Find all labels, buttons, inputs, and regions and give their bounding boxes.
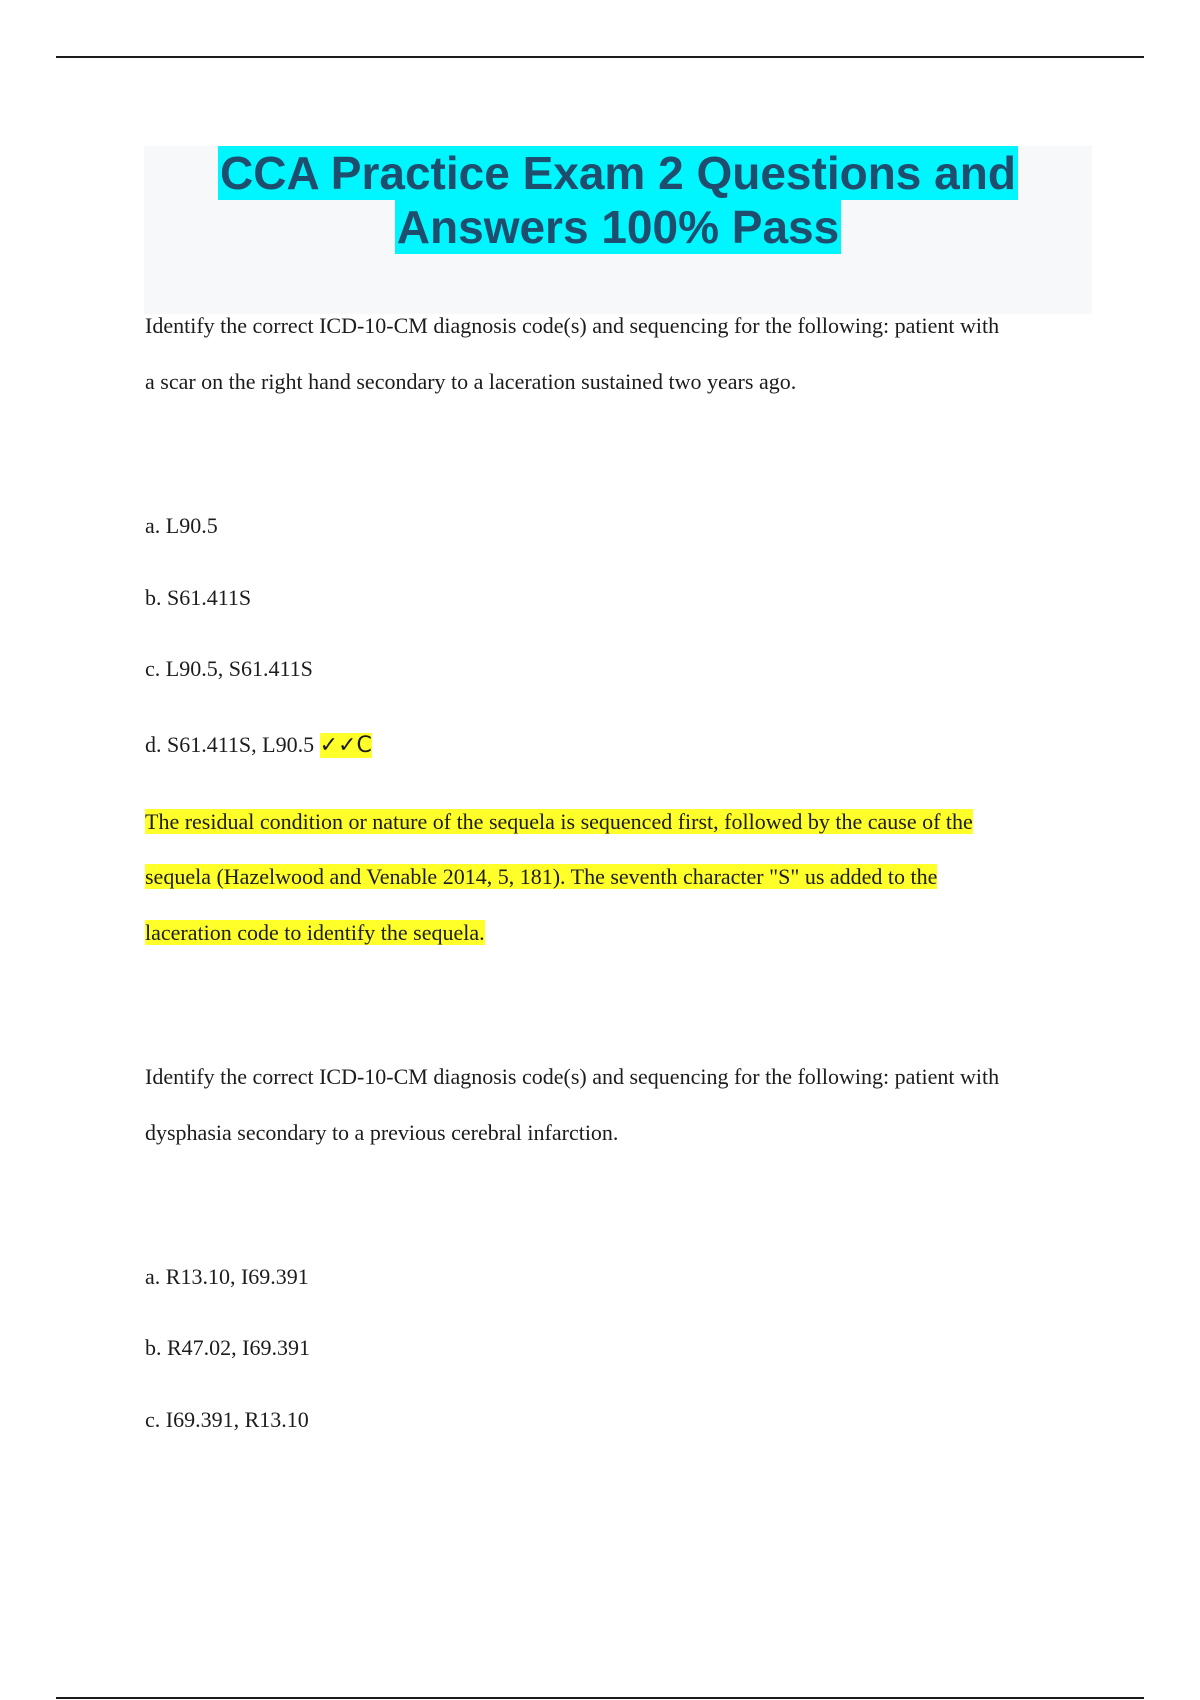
question-1-option-d xyxy=(145,730,372,761)
question-1-stem-line-1: Identify the correct ICD-10-CM diagnosis code(s) and sequencing for the following: patient with xyxy=(145,313,1000,338)
title-block xyxy=(144,146,1092,314)
bottom-rule xyxy=(56,1697,1144,1699)
question-1-option-c: c. L90.5, S61.411S xyxy=(145,656,313,681)
question-1-explanation-line-2 xyxy=(145,862,937,892)
question-2-stem-line-2: dysphasia secondary to a previous cerebral infarction. xyxy=(145,1120,619,1145)
question-1-explanation-line-1 xyxy=(145,807,973,837)
top-rule xyxy=(56,56,1144,58)
page-title-line-2: Answers 100% Pass xyxy=(396,201,840,253)
question-1-explanation-line-3 xyxy=(145,918,485,948)
question-1-option-a: a. L90.5 xyxy=(145,513,218,538)
question-1-stem-line-2: a scar on the right hand secondary to a laceration sustained two years ago. xyxy=(145,369,797,394)
question-2-stem-line-1: Identify the correct ICD-10-CM diagnosis code(s) and sequencing for the following: patient with xyxy=(145,1064,1000,1089)
question-2-option-b: b. R47.02, I69.391 xyxy=(145,1335,310,1360)
explanation-1-line-2: sequela (Hazelwood and Venable 2014, 5, 181). The seventh character "S" us added to the xyxy=(145,864,938,889)
page-title-line-1: CCA Practice Exam 2 Questions and xyxy=(220,147,1016,199)
question-1-option-b: b. S61.411S xyxy=(145,585,252,610)
question-2-option-c: c. I69.391, R13.10 xyxy=(145,1407,309,1432)
question-1-option-d-text: d. S61.411S, L90.5 xyxy=(145,732,315,757)
question-2-option-a: a. R13.10, I69.391 xyxy=(145,1264,309,1289)
answer-check-icon: ✓✓C xyxy=(319,733,372,758)
explanation-1-line-1: The residual condition or nature of the sequela is sequenced first, followed by the cause of the xyxy=(145,809,973,834)
explanation-1-line-3: laceration code to identify the sequela. xyxy=(145,920,485,945)
